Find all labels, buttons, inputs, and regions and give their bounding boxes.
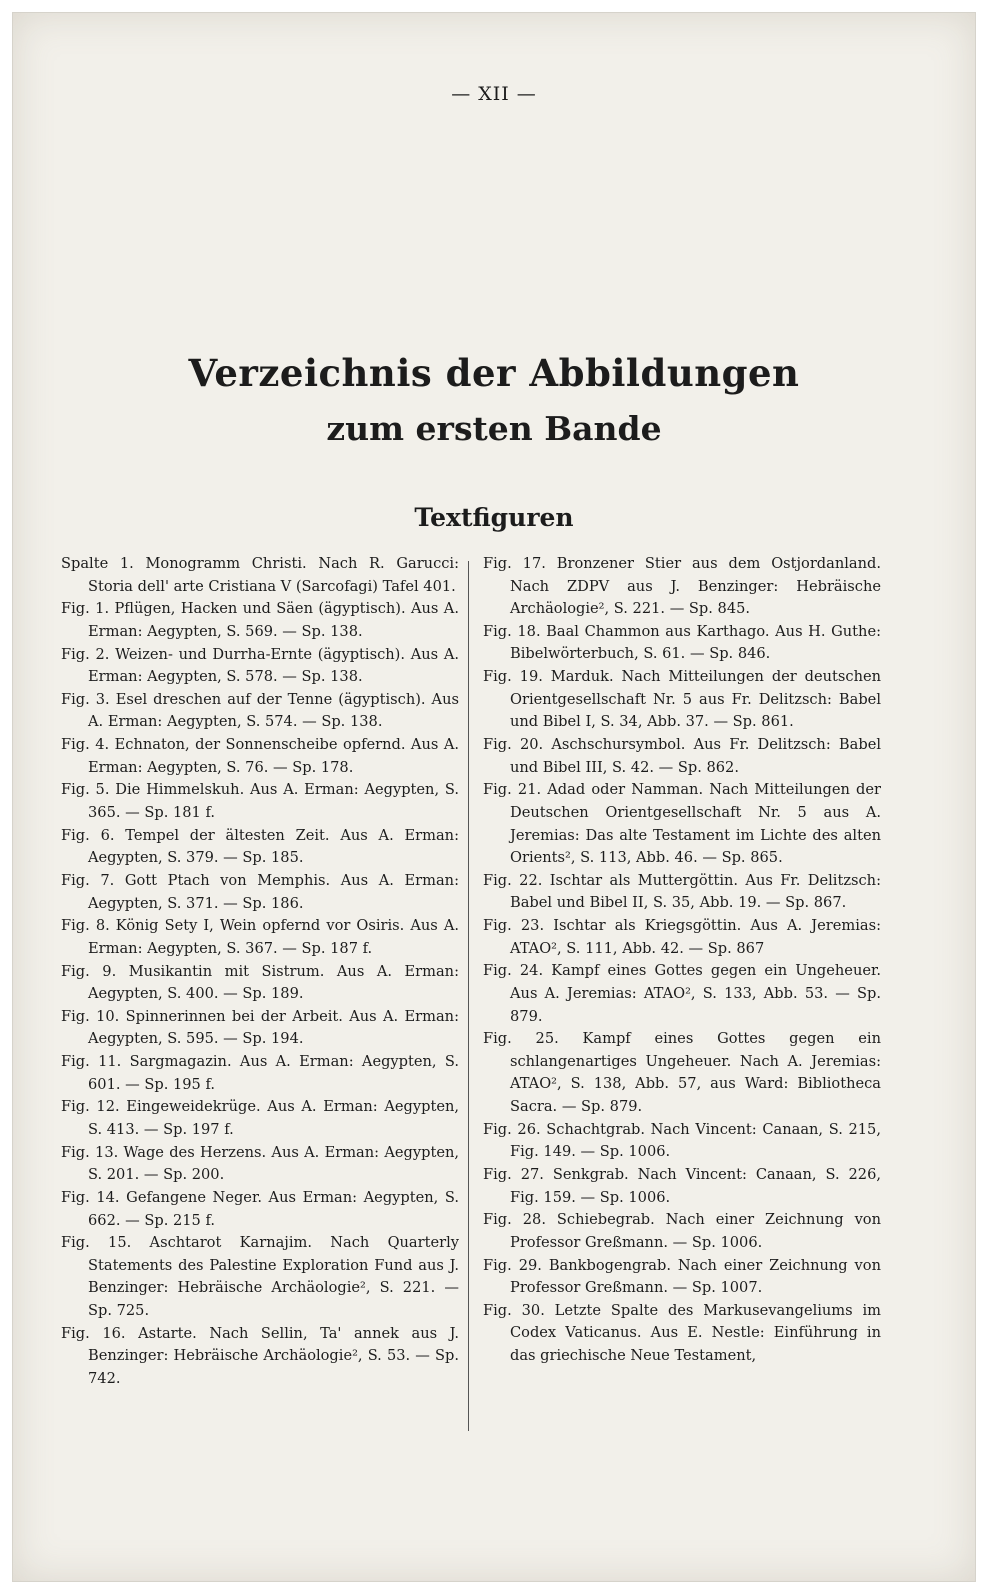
left-column [61,553,459,1391]
list-item: Fig. 26. Schachtgrab. Nach Vincent: Canaan, S. 215, Fig. 149. — Sp. 1006. [483,1120,881,1161]
list-item: Fig. 20. Aschschursymbol. Aus Fr. Delitzsch: Babel und Bibel III, S. 42. — Sp. 862. [483,736,881,776]
page-subtitle: zum ersten Bande [326,409,662,448]
bleed-through-text [453,133,457,156]
list-item: Fig. 1. Pflügen, Hacken und Säen (ägyptisch). Aus A. Erman: Aegypten, S. 569. — Sp. 138. [61,600,459,640]
list-item: Fig. 16. Astarte. Nach Sellin, Ta' annek aus J. Benzinger: Hebräische Archäologie², S. 53. — Sp. 742. [61,1324,459,1387]
list-item: Fig. 8. König Sety I, Wein opfernd vor Osiris. Aus A. Erman: Aegypten, S. 367. — Sp. 187 f. [61,917,459,957]
list-item: Fig. 27. Senkgrab. Nach Vincent: Canaan, S. 226, Fig. 159. — Sp. 1006. [483,1165,881,1206]
list-item: Fig. 29. Bankbogengrab. Nach einer Zeichnung von Professor Greßmann. — Sp. 1007. [483,1256,881,1297]
list-item: Fig. 11. Sargmagazin. Aus A. Erman: Aegypten, S. 601. — Sp. 195 f. [61,1053,459,1093]
list-item: Fig. 24. Kampf eines Gottes gegen ein Ungeheuer. Aus A. Jeremias: ATAO², S. 133, Abb. 53. — Sp. 879. [483,962,881,1025]
list-item: Fig. 6. Tempel der ältesten Zeit. Aus A. Erman: Aegypten, S. 379. — Sp. 185. [61,826,459,867]
list-item: Fig. 5. Die Himmelskuh. Aus A. Erman: Aegypten, S. 365. — Sp. 181 f. [61,781,459,821]
list-item: Fig. 21. Adad oder Namman. Nach Mitteilungen der Deutschen Orientgesellschaft Nr. 5 aus A. Jeremias: Das alte Testament im Lichte des alten Orients², S. 113, Abb. 46. — Sp. 865. [483,781,881,867]
list-item: Fig. 14. Gefangene Neger. Aus Erman: Aegypten, S. 662. — Sp. 215 f. [61,1188,459,1229]
section-heading: Textfiguren [414,503,574,532]
right-column [483,553,881,1368]
scanned-page [12,12,976,1582]
list-item: Fig. 10. Spinnerinnen bei der Arbeit. Aus A. Erman: Aegypten, S. 595. — Sp. 194. [61,1007,459,1048]
list-item: Fig. 15. Aschtarot Karnajim. Nach Quarterly Statements des Palestine Exploration Fund aus J. Benzinger: Hebräische Archäologie², S. 221. — Sp. 725. [61,1234,459,1319]
list-item: Fig. 3. Esel dreschen auf der Tenne (ägyptisch). Aus A. Erman: Aegypten, S. 574. — Sp. 138. [61,690,459,731]
list-item: Fig. 17. Bronzener Stier aus dem Ostjordanland. Nach ZDPV aus J. Benzinger: Hebräische Archäologie², S. 221. — Sp. 845. [483,555,881,618]
page-title: Verzeichnis der Abbildungen [188,351,800,395]
list-item: Fig. 12. Eingeweidekrüge. Aus A. Erman: Aegypten, S. 413. — Sp. 197 f. [61,1098,459,1138]
list-item: Fig. 7. Gott Ptach von Memphis. Aus A. Erman: Aegypten, S. 371. — Sp. 186. [61,871,459,912]
list-item: Fig. 4. Echnaton, der Sonnenscheibe opfernd. Aus A. Erman: Aegypten, S. 76. — Sp. 178. [61,736,459,776]
list-item: Fig. 25. Kampf eines Gottes gegen ein schlangenartiges Ungeheuer. Nach A. Jeremias: ATAO², S. 138, Abb. 57, aus Ward: Bibliotheca Sacra. — Sp. 879. [483,1030,881,1115]
list-item: Fig. 23. Ischtar als Kriegsgöttin. Aus A. Jeremias: ATAO², S. 111, Abb. 42. — Sp. 867 [483,917,881,957]
list-item: Fig. 9. Musikantin mit Sistrum. Aus A. Erman: Aegypten, S. 400. — Sp. 189. [61,962,459,1003]
list-item: Fig. 19. Marduk. Nach Mitteilungen der deutschen Orientgesellschaft Nr. 5 aus Fr. Delitzsch: Babel und Bibel I, S. 34, Abb. 37. — Sp. 861. [483,668,881,731]
list-item: Fig. 22. Ischtar als Muttergöttin. Aus Fr. Delitzsch: Babel und Bibel II, S. 35, Abb. 19. — Sp. 867. [483,871,881,912]
page-number: — XII — [451,83,537,105]
list-item: Fig. 28. Schiebegrab. Nach einer Zeichnung von Professor Greßmann. — Sp. 1006. [483,1211,881,1251]
list-item: Spalte 1. Monogramm Christi. Nach R. Garucci: Storia dell' arte Cristiana V (Sarcofagi) Tafel 401. [61,555,459,595]
list-item: Fig. 13. Wage des Herzens. Aus A. Erman: Aegypten, S. 201. — Sp. 200. [61,1143,459,1184]
column-divider [468,561,469,1431]
list-item: Fig. 18. Baal Chammon aus Karthago. Aus H. Guthe: Bibelwörterbuch, S. 61. — Sp. 846. [483,622,881,663]
list-item: Fig. 2. Weizen- und Durrha-Ernte (ägyptisch). Aus A. Erman: Aegypten, S. 578. — Sp. 138. [61,645,459,686]
list-item: Fig. 30. Letzte Spalte des Markusevangeliums im Codex Vaticanus. Aus E. Nestle: Einführung in das griechische Neue Testament, [483,1301,881,1364]
